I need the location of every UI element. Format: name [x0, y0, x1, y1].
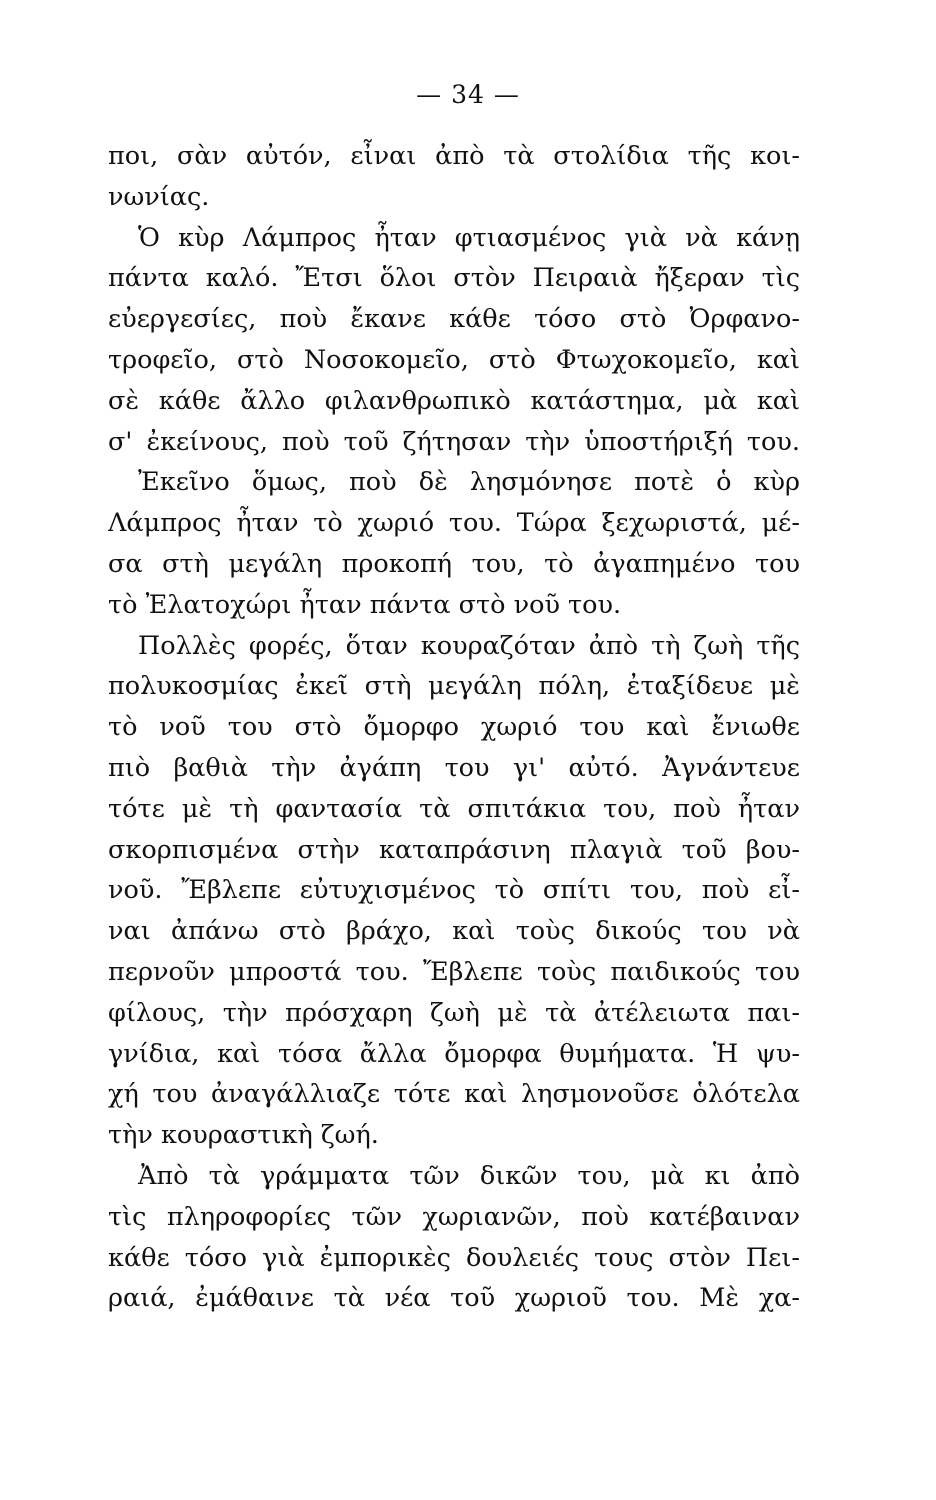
text-line: Πολλὲς φορές, ὅταν κουραζόταν ἀπὸ τὴ ζωὴ τῆς [138, 630, 800, 661]
text-line: σα στὴ μεγάλη προκοπή του, τὸ ἀγαπημένο του [108, 548, 800, 579]
text-line: σὲ κάθε ἄλλο φιλανθρωπικὸ κατάστημα, μὰ καὶ [108, 385, 800, 416]
text-line: φίλους, τὴν πρόσχαρη ζωὴ μὲ τὰ ἀτέλειωτα παι- [108, 997, 800, 1028]
text-line: πιὸ βαθιὰ τὴν ἀγάπη του γι' αὐτό. Ἀγνάντευε [108, 752, 800, 783]
text-line: πολυκοσμίας ἐκεῖ στὴ μεγάλη πόλη, ἐταξίδευε μὲ [108, 671, 800, 702]
text-line: νωνίας. [108, 181, 210, 212]
text-line: σ' ἐκείνους, ποὺ τοῦ ζήτησαν τὴν ὑποστήριξή του. [108, 426, 800, 457]
text-line: πάντα καλό. Ἔτσι ὅλοι στὸν Πειραιὰ ἤξεραν τὶς [108, 263, 800, 294]
text-line: νοῦ. Ἔβλεπε εὐτυχισμένος τὸ σπίτι του, ποὺ εἶ- [108, 875, 800, 906]
text-line: τροφεῖο, στὸ Νοσοκομεῖο, στὸ Φτωχοκομεῖο, καὶ [108, 344, 800, 375]
text-line: εὐεργεσίες, ποὺ ἔκανε κάθε τόσο στὸ Ὀρφανο- [108, 304, 800, 335]
page-number: — 34 — [416, 80, 520, 109]
text-line: περνοῦν μπροστά του. Ἔβλεπε τοὺς παιδικούς του [108, 956, 800, 987]
text-line: τὸ νοῦ του στὸ ὄμορφο χωριό του καὶ ἔνιωθε [108, 712, 800, 743]
text-line: ραιά, ἐμάθαινε τὰ νέα τοῦ χωριοῦ του. Μὲ χα- [108, 1283, 800, 1314]
text-line: σκορπισμένα στὴν καταπράσινη πλαγιὰ τοῦ βου- [108, 834, 800, 865]
text-line: Ὁ κὺρ Λάμπρος ἦταν φτιασμένος γιὰ νὰ κάνῃ [138, 222, 800, 253]
text-line: Ἐκεῖνο ὅμως, ποὺ δὲ λησμόνησε ποτὲ ὁ κὺρ [138, 467, 800, 498]
text-line: γνίδια, καὶ τόσα ἄλλα ὄμορφα θυμήματα. Ἡ ψυ- [108, 1038, 800, 1069]
text-line: κάθε τόσο γιὰ ἐμπορικὲς δουλειές τους στὸν Πει- [108, 1242, 800, 1273]
text-line: τὸ Ἐλατοχώρι ἦταν πάντα στὸ νοῦ του. [108, 589, 622, 620]
text-line: ποι, σὰν αὐτόν, εἶναι ἀπὸ τὰ στολίδια τῆς κοι- [108, 141, 800, 171]
text-line: τὴν κουραστικὴ ζωή. [108, 1120, 379, 1151]
text-line: τότε μὲ τὴ φαντασία τὰ σπιτάκια του, ποὺ ἦταν [108, 793, 800, 824]
text-line: ναι ἀπάνω στὸ βράχο, καὶ τοὺς δικούς του νὰ [108, 916, 800, 947]
text-line: Ἀπὸ τὰ γράμματα τῶν δικῶν του, μὰ κι ἀπὸ [138, 1160, 800, 1191]
text-line: χή του ἀναγάλλιαζε τότε καὶ λησμονοῦσε ὁλότελα [108, 1079, 800, 1110]
body-text [108, 136, 800, 1319]
text-line: Λάμπρος ἦταν τὸ χωριό του. Τώρα ξεχωριστά, μέ- [108, 508, 800, 539]
text-line: τὶς πληροφορίες τῶν χωριανῶν, ποὺ κατέβαιναν [108, 1201, 800, 1232]
